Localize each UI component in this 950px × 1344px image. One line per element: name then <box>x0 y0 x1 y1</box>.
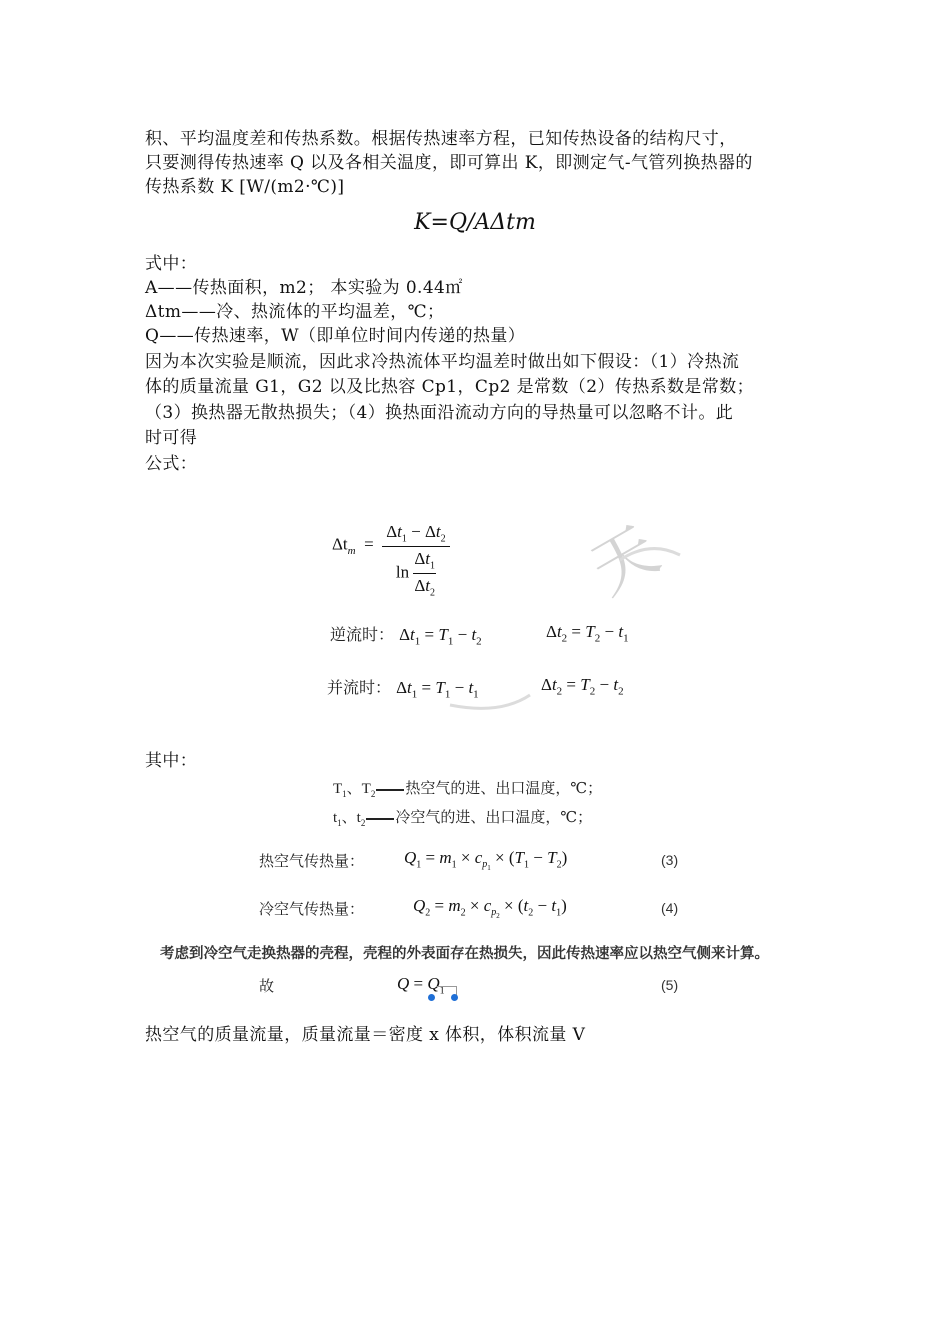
heat-loss-note: 考虑到冷空气走换热器的壳程，壳程的外表面存在热损失，因此传热速率应以热空气侧来计算。 <box>160 946 769 962</box>
paragraph-line: 传热系数 K [W/(m2·℃)] <box>145 177 345 197</box>
paragraph-line: 只要测得传热速率 Q 以及各相关温度，即可算出 K，即测定气-气管列换热器的 <box>145 153 753 173</box>
watermark: 天 <box>578 513 672 610</box>
definition-area: A——传热面积，m2； 本实验为 0.44㎡ <box>145 278 463 298</box>
eq3-number: (3) <box>661 852 679 868</box>
eq4-label: 冷空气传热量： <box>259 902 365 918</box>
lmtd-lhs: Δt <box>332 534 348 554</box>
paragraph-line: 公式： <box>145 454 198 474</box>
lmtd-lhs-sub: m <box>347 545 356 558</box>
heat-transfer-formula: K=Q/AΔtm <box>414 210 536 235</box>
closing-line: 热空气的质量流量，质量流量＝密度 x 体积，体积流量 V <box>145 1025 586 1045</box>
hot-air-symbols: $T_1$、$T_2$ 热空气的进、出口温度，℃； <box>333 781 603 799</box>
counterflow-label: 逆流时： <box>330 627 395 644</box>
selection-handle-right[interactable] <box>451 994 458 1001</box>
paragraph-line: （3）换热器无散热损失；（4）换热面沿流动方向的导热量可以忽略不计。此 <box>145 403 734 423</box>
eq5-label: 故 <box>259 979 275 995</box>
eq4-number: (4) <box>661 900 679 916</box>
paragraph-line: 因为本次实验是顺流，因此求冷热流体平均温差时做出如下假设：（1）冷热流 <box>145 352 740 372</box>
definition-mean-temp-diff: Δtm——冷、热流体的平均温差，℃； <box>145 302 445 322</box>
cold-air-symbols-text: 冷空气的进、出口温度，℃； <box>395 810 593 826</box>
eq4-formula: $Q_2 = m_2 \times c_{p_2} \times (t_2 - t_1)$ <box>413 896 567 921</box>
parallel-label: 并流时： <box>327 680 392 697</box>
paragraph-line: 积、平均温度差和传热系数。根据传热速率方程，已知传热设备的结构尺寸， <box>145 129 737 149</box>
lmtd-formula-image <box>320 500 700 715</box>
definition-heat-rate: Q——传热速率，W（即单位时间内传递的热量） <box>145 326 526 346</box>
eq3-formula: $Q_1 = m_1 \times c_{p_1} \times (T_1 - T_2)$ <box>404 848 568 873</box>
selection-handle-left[interactable] <box>428 994 435 1001</box>
paragraph-line: 时可得 <box>145 428 198 448</box>
hot-air-symbols-text: 热空气的进、出口温度，℃； <box>405 781 603 797</box>
lmtd-equation: $\Delta t_m$ = $\Delta t_1 - \Delta t_2$ ln $\frac{\Delta t_1}{\Delta t_2}$ <box>332 522 450 598</box>
cold-air-symbols: $t_1$、$t_2$ 冷空气的进、出口温度，℃； <box>333 810 593 828</box>
parallel-row: 并流时： $\Delta t_1 = T_1 - t_1$ <box>327 678 479 701</box>
definitions-intro: 式中： <box>145 254 198 274</box>
counterflow-dt2: $\Delta t_2 = T_2 - t_1$ <box>546 622 629 645</box>
eq3-label: 热空气传热量： <box>259 854 365 870</box>
where-label: 其中： <box>145 751 198 771</box>
parallel-dt2: $\Delta t_2 = T_2 - t_2$ <box>541 675 624 698</box>
eq5-number: (5) <box>661 977 679 993</box>
counterflow-row: 逆流时： $\Delta t_1 = T_1 - t_2$ <box>330 625 482 648</box>
eq5-formula: $Q = Q_1$ <box>397 974 445 997</box>
paragraph-line: 体的质量流量 G1，G2 以及比热容 Cp1，Cp2 是常数（2）传热系数是常数； <box>145 377 755 397</box>
